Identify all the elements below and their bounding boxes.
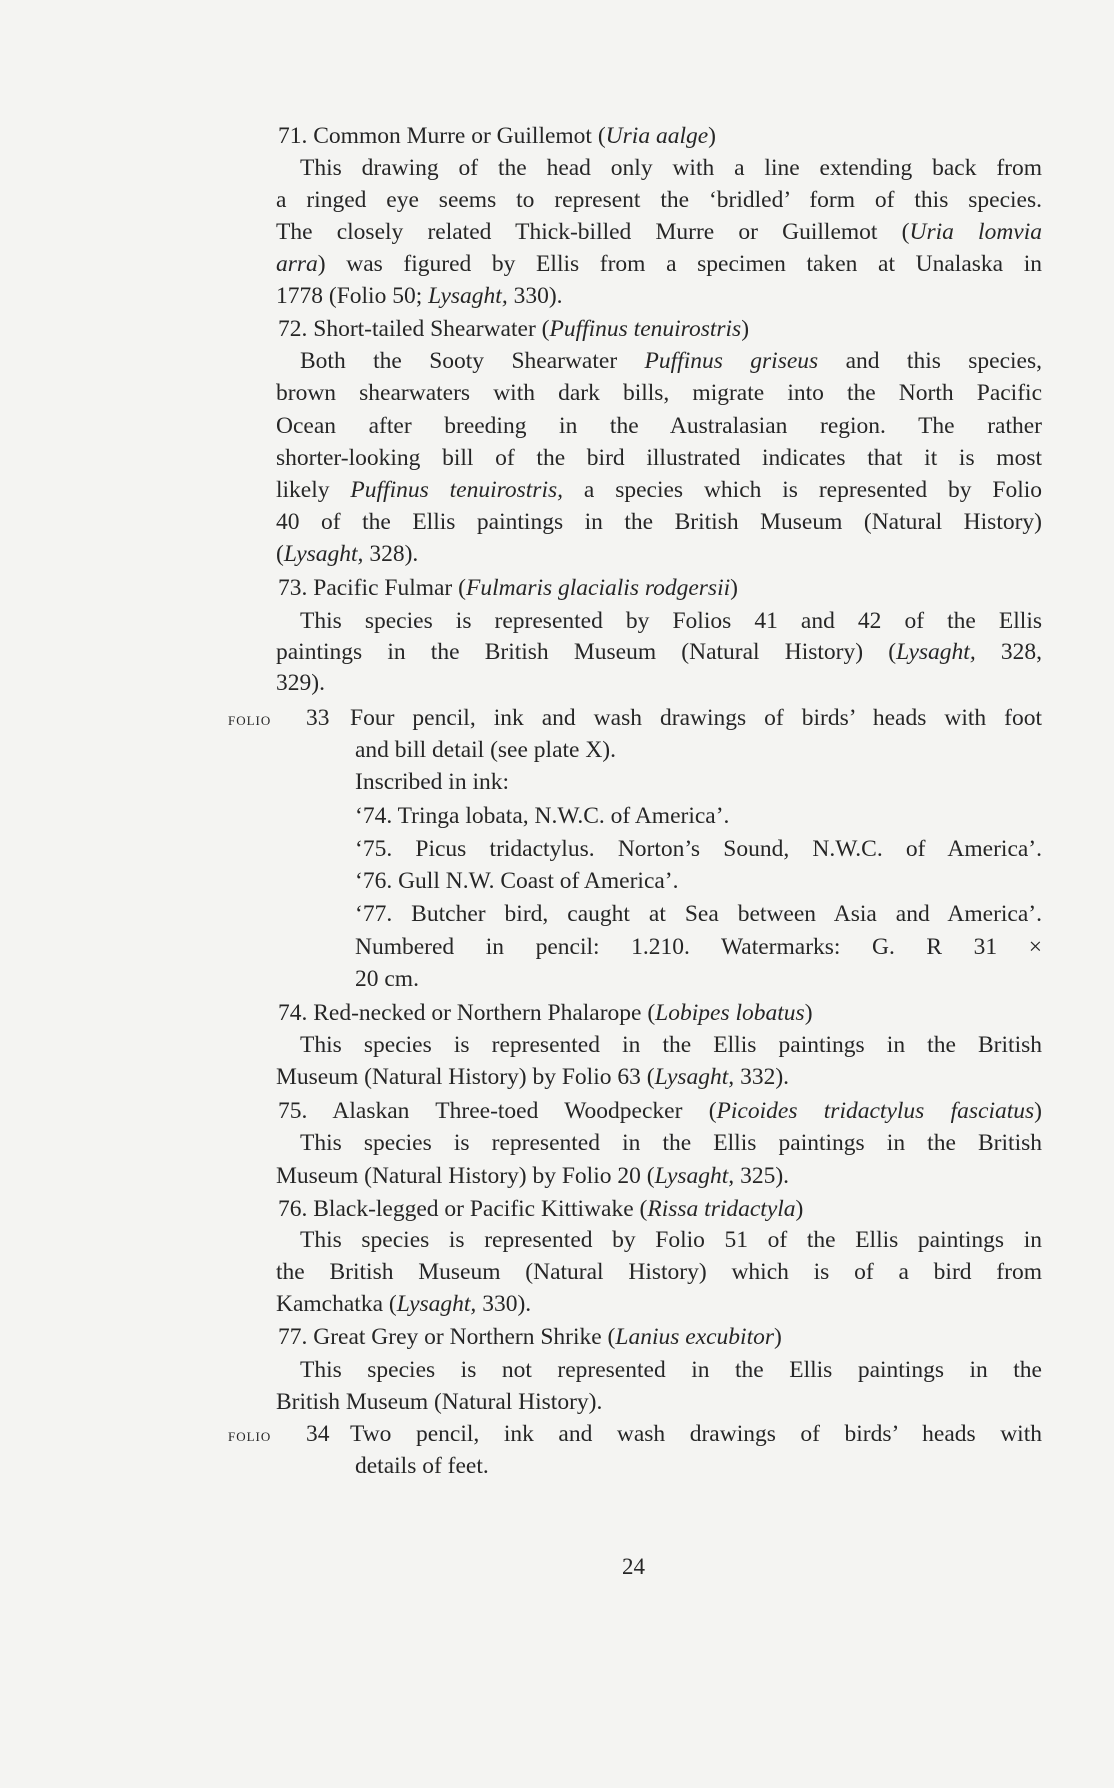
text-line bbox=[276, 377, 1042, 409]
text-run: This species is represented in the Ellis paintings in the British bbox=[300, 1032, 1042, 1058]
text-run: 330). bbox=[507, 283, 563, 309]
text-line bbox=[276, 442, 1042, 474]
italic-text: Lysaght, bbox=[428, 283, 508, 309]
italic-text: Lysaght, bbox=[654, 1064, 735, 1090]
text-run: 1778 (Folio 50; bbox=[276, 283, 429, 309]
italic-text: Lysaght, bbox=[396, 1291, 477, 1317]
italic-text: Lobipes lobatus bbox=[655, 1000, 805, 1026]
text-run: and this species, bbox=[818, 348, 1042, 374]
text-line bbox=[276, 506, 1042, 538]
text-line bbox=[355, 734, 616, 766]
text-line bbox=[276, 1256, 1042, 1288]
text-line bbox=[278, 1095, 1042, 1127]
italic-text: Puffinus tenuirostris, bbox=[350, 477, 564, 503]
text-line bbox=[350, 1418, 1042, 1450]
text-run: Four pencil, ink and wash drawings of birds’ heads with foot bbox=[350, 705, 1042, 731]
text-run: Both the Sooty Shearwater bbox=[300, 348, 645, 374]
text-line bbox=[278, 1193, 803, 1225]
text-run: Numbered in pencil: 1.210. Watermarks: G. R 31 × bbox=[355, 934, 1042, 960]
text-run: This species is represented by Folio 51 of the Ellis paintings in bbox=[300, 1227, 1042, 1253]
text-line bbox=[276, 248, 1042, 280]
text-run: 328). bbox=[363, 541, 419, 567]
text-run: This species is not represented in the Ellis paintings in the bbox=[300, 1357, 1042, 1383]
text-line bbox=[300, 345, 1042, 377]
text-run: likely bbox=[276, 477, 351, 503]
text-run: ) bbox=[741, 316, 750, 342]
text-run: Museum (Natural History) by Folio 20 ( bbox=[276, 1163, 655, 1189]
text-line bbox=[276, 410, 1042, 442]
text-run: 71. Common Murre or Guillemot ( bbox=[278, 123, 606, 149]
text-run: 75. Alaskan Three-toed Woodpecker ( bbox=[278, 1098, 717, 1124]
text-line bbox=[276, 538, 418, 570]
text-line bbox=[276, 1288, 531, 1320]
text-run: ) bbox=[708, 123, 716, 149]
text-run: paintings in the British Museum (Natural History) ( bbox=[276, 639, 897, 665]
text-line bbox=[300, 1029, 1042, 1061]
text-run: Kamchatka ( bbox=[276, 1291, 397, 1317]
text-run: Museum (Natural History) by Folio 63 ( bbox=[276, 1064, 655, 1090]
text-line bbox=[276, 667, 325, 699]
text-run: ) bbox=[730, 575, 738, 601]
italic-text: Uria aalge bbox=[605, 123, 709, 149]
text-line bbox=[300, 1127, 1042, 1159]
text-line bbox=[276, 1160, 789, 1192]
text-run: ) bbox=[1034, 1098, 1042, 1124]
text-line bbox=[300, 1224, 1042, 1256]
italic-text: Rissa tridactyla bbox=[647, 1196, 796, 1222]
text-line bbox=[278, 313, 749, 345]
text-run: ) bbox=[795, 1196, 804, 1222]
text-run: ‘76. Gull N.W. Coast of America’. bbox=[355, 868, 679, 894]
italic-text: Puffinus griseus bbox=[644, 348, 819, 374]
text-run: the British Museum (Natural History) which is of a bird from bbox=[276, 1259, 1042, 1285]
text-run: This drawing of the head only with a line extending back from bbox=[300, 155, 1042, 181]
text-run: 74. Red-necked or Northern Phalarope ( bbox=[278, 1000, 656, 1026]
text-run: 332). bbox=[734, 1064, 790, 1090]
text-line bbox=[276, 1061, 789, 1093]
text-run: a ringed eye seems to represent the ‘bridled’ form of this species. bbox=[276, 187, 1042, 213]
text-line bbox=[355, 766, 509, 798]
text-run: 20 cm. bbox=[355, 966, 419, 992]
italic-text: Lysaght, bbox=[654, 1163, 735, 1189]
folio-number: 34 bbox=[306, 1421, 330, 1447]
text-run: 72. Short-tailed Shearwater ( bbox=[278, 316, 550, 342]
folio-label: folio bbox=[228, 1425, 272, 1446]
text-run: This species is represented by Folios 41 and 42 of the Ellis bbox=[300, 608, 1042, 634]
text-line bbox=[276, 636, 1042, 668]
italic-text: Lysaght, bbox=[283, 541, 364, 567]
text-run: Ocean after breeding in the Australasian region. The rather bbox=[276, 413, 1042, 439]
italic-text: Lysaght, bbox=[896, 639, 976, 665]
text-line bbox=[276, 280, 563, 312]
italic-text: Puffinus tenuirostris bbox=[549, 316, 742, 342]
text-run: ‘77. Butcher bird, caught at Sea between Asia and America’. bbox=[355, 901, 1042, 927]
text-run: shorter-looking bill of the bird illustrated indicates that it is most bbox=[276, 445, 1042, 471]
text-line bbox=[355, 833, 1042, 865]
text-line bbox=[278, 997, 813, 1029]
text-run: 76. Black-legged or Pacific Kittiwake ( bbox=[278, 1196, 648, 1222]
italic-text: Fulmaris glacialis rodgersii bbox=[465, 575, 731, 601]
text-run: 330). bbox=[476, 1291, 532, 1317]
text-line bbox=[276, 184, 1042, 216]
text-line bbox=[355, 1450, 489, 1482]
text-run: This species is represented in the Ellis paintings in the British bbox=[300, 1130, 1042, 1156]
text-line bbox=[350, 702, 1042, 734]
text-line bbox=[300, 605, 1042, 637]
italic-text: Uria lomvia bbox=[909, 219, 1043, 245]
text-line bbox=[300, 1354, 1042, 1386]
text-line bbox=[355, 800, 729, 832]
text-line bbox=[278, 572, 738, 604]
text-run: Two pencil, ink and wash drawings of birds’ heads with bbox=[350, 1421, 1042, 1447]
text-run: 329). bbox=[276, 670, 325, 696]
text-line bbox=[276, 474, 1042, 506]
text-run: British Museum (Natural History). bbox=[276, 1389, 603, 1415]
text-line bbox=[355, 865, 679, 897]
text-run: ) was figured by Ellis from a specimen taken at Unalaska in bbox=[317, 251, 1042, 277]
text-run: Inscribed in ink: bbox=[355, 769, 510, 795]
text-run: brown shearwaters with dark bills, migrate into the North Pacific bbox=[276, 380, 1042, 406]
text-run: 77. Great Grey or Northern Shrike ( bbox=[278, 1324, 616, 1350]
text-run: ‘75. Picus tridactylus. Norton’s Sound, N.W.C. of America’. bbox=[355, 836, 1042, 862]
text-run: ) bbox=[804, 1000, 813, 1026]
italic-text: Lanius excubitor bbox=[615, 1324, 775, 1350]
text-run: a species which is represented by Folio bbox=[563, 477, 1042, 503]
text-run: 325). bbox=[734, 1163, 790, 1189]
folio-number: 33 bbox=[306, 705, 330, 731]
text-run: The closely related Thick-billed Murre or Guillemot ( bbox=[276, 219, 910, 245]
text-line bbox=[276, 216, 1042, 248]
text-run: details of feet. bbox=[355, 1453, 489, 1479]
text-run: 328, bbox=[975, 639, 1043, 665]
text-line bbox=[278, 120, 716, 152]
text-run: ) bbox=[774, 1324, 782, 1350]
text-run: 73. Pacific Fulmar ( bbox=[278, 575, 466, 601]
text-run: ‘74. Tringa lobata, N.W.C. of America’. bbox=[355, 803, 730, 829]
text-line bbox=[276, 1386, 602, 1418]
italic-text: arra bbox=[276, 251, 318, 277]
text-line bbox=[355, 963, 419, 995]
text-run: and bill detail (see plate X). bbox=[355, 737, 617, 763]
text-line bbox=[355, 898, 1042, 930]
page-number: 24 bbox=[622, 1554, 645, 1579]
text-line bbox=[300, 152, 1042, 184]
text-line bbox=[355, 931, 1042, 963]
text-line bbox=[278, 1321, 782, 1353]
italic-text: Picoides tridactylus fasciatus bbox=[716, 1098, 1035, 1124]
folio-label: folio bbox=[228, 709, 272, 730]
text-run: 40 of the Ellis paintings in the British Museum (Natural History) bbox=[276, 509, 1042, 535]
text-run: ( bbox=[276, 541, 284, 567]
